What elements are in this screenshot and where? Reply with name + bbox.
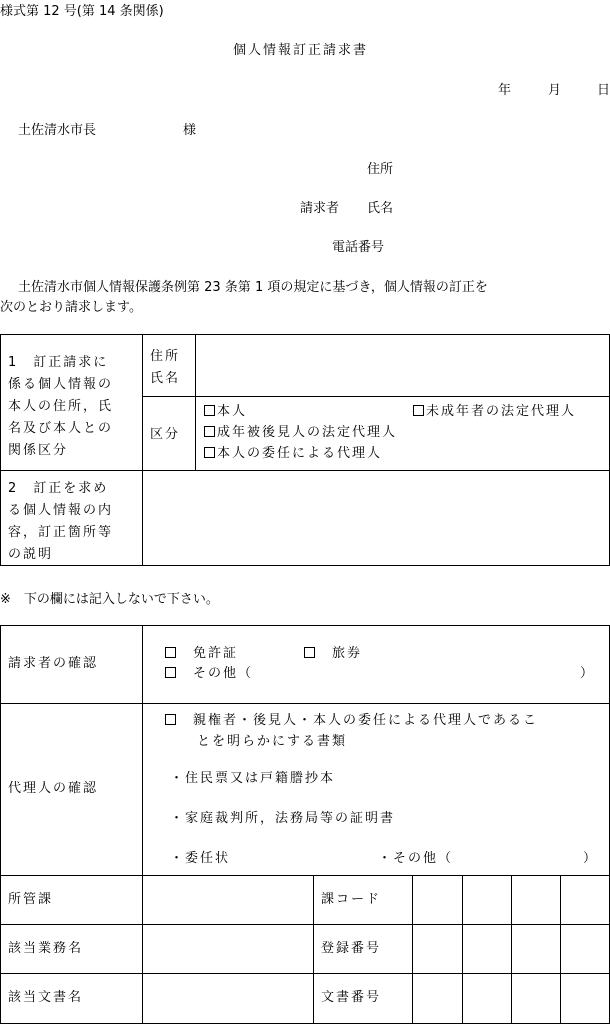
checkbox[interactable] xyxy=(165,647,176,658)
resident-record-item: ・住民票又は戸籍謄抄本 xyxy=(170,771,336,786)
form-number: 様式第 12 号(第 14 条関係) xyxy=(0,4,164,19)
row1-label: 1 訂正請求に 係る個人情報の 本人の住所，氏 名及び本人との 関係区分 xyxy=(8,355,114,458)
passport-option[interactable]: 旅券 xyxy=(304,644,362,664)
requester-prefix: 請求者 xyxy=(300,201,340,216)
date-month: 月 xyxy=(548,83,562,98)
checkbox[interactable] xyxy=(304,647,315,658)
body-text-line2: 次のとおり請求します。 xyxy=(0,300,142,315)
page-title: 個人情報訂正請求書 xyxy=(233,43,369,58)
option-self[interactable]: 本人 xyxy=(204,402,247,422)
addressee-honorific: 様 xyxy=(183,123,197,138)
date-year: 年 xyxy=(498,83,512,98)
department-code-label: 課コード xyxy=(321,892,382,907)
address-name-label: 住所 氏名 xyxy=(150,349,181,386)
checkbox[interactable] xyxy=(204,426,215,437)
row2-label: 2 訂正を求め る個人情報の内 容，訂正箇所等 の説明 xyxy=(8,481,114,562)
requester-check-label: 請求者の確認 xyxy=(8,656,99,671)
checkbox[interactable] xyxy=(165,667,176,678)
other-close-paren: ） xyxy=(580,666,596,681)
agent-other-item: ・その他（ xyxy=(378,851,454,866)
registration-number-label: 登録番号 xyxy=(321,941,382,956)
date-day: 日 xyxy=(597,83,610,98)
checkbox[interactable] xyxy=(204,405,215,416)
agent-check-label: 代理人の確認 xyxy=(8,781,99,796)
license-option[interactable]: 免許証 xyxy=(165,644,238,664)
option-delegated-agent[interactable]: 本人の委任による代理人 xyxy=(204,444,382,464)
option-minor-agent[interactable]: 未成年者の法定代理人 xyxy=(413,402,576,422)
department-label: 所管課 xyxy=(8,892,54,907)
name-label: 氏名 xyxy=(367,201,394,216)
agent-doc-line2: とを明らかにする書類 xyxy=(197,734,348,749)
document-number-label: 文書番号 xyxy=(321,990,382,1005)
document-name-label: 該当文書名 xyxy=(8,990,84,1005)
other-option[interactable]: その他（ xyxy=(165,664,253,684)
agent-other-close-paren: ） xyxy=(583,851,599,866)
checkbox[interactable] xyxy=(204,447,215,458)
body-text-line1: 土佐清水市個人情報保護条例第 23 条第 1 項の規定に基づき，個人情報の訂正を xyxy=(18,280,488,295)
option-ward-agent[interactable]: 成年被後見人の法定代理人 xyxy=(204,423,397,443)
agent-doc-option[interactable]: 親権者・後見人・本人の委任による代理人であるこ xyxy=(165,710,538,732)
court-certificate-item: ・家庭裁判所，法務局等の証明書 xyxy=(170,811,396,826)
category-label: 区分 xyxy=(150,427,181,442)
business-name-label: 該当業務名 xyxy=(8,941,84,956)
note-text: ※ 下の欄には記入しないで下さい。 xyxy=(0,592,219,607)
phone-label: 電話番号 xyxy=(332,240,385,255)
proxy-item: ・委任状 xyxy=(170,851,231,866)
checkbox[interactable] xyxy=(165,714,176,725)
addressee-name: 土佐清水市長 xyxy=(18,123,97,138)
address-label: 住所 xyxy=(367,162,394,177)
checkbox[interactable] xyxy=(413,405,424,416)
